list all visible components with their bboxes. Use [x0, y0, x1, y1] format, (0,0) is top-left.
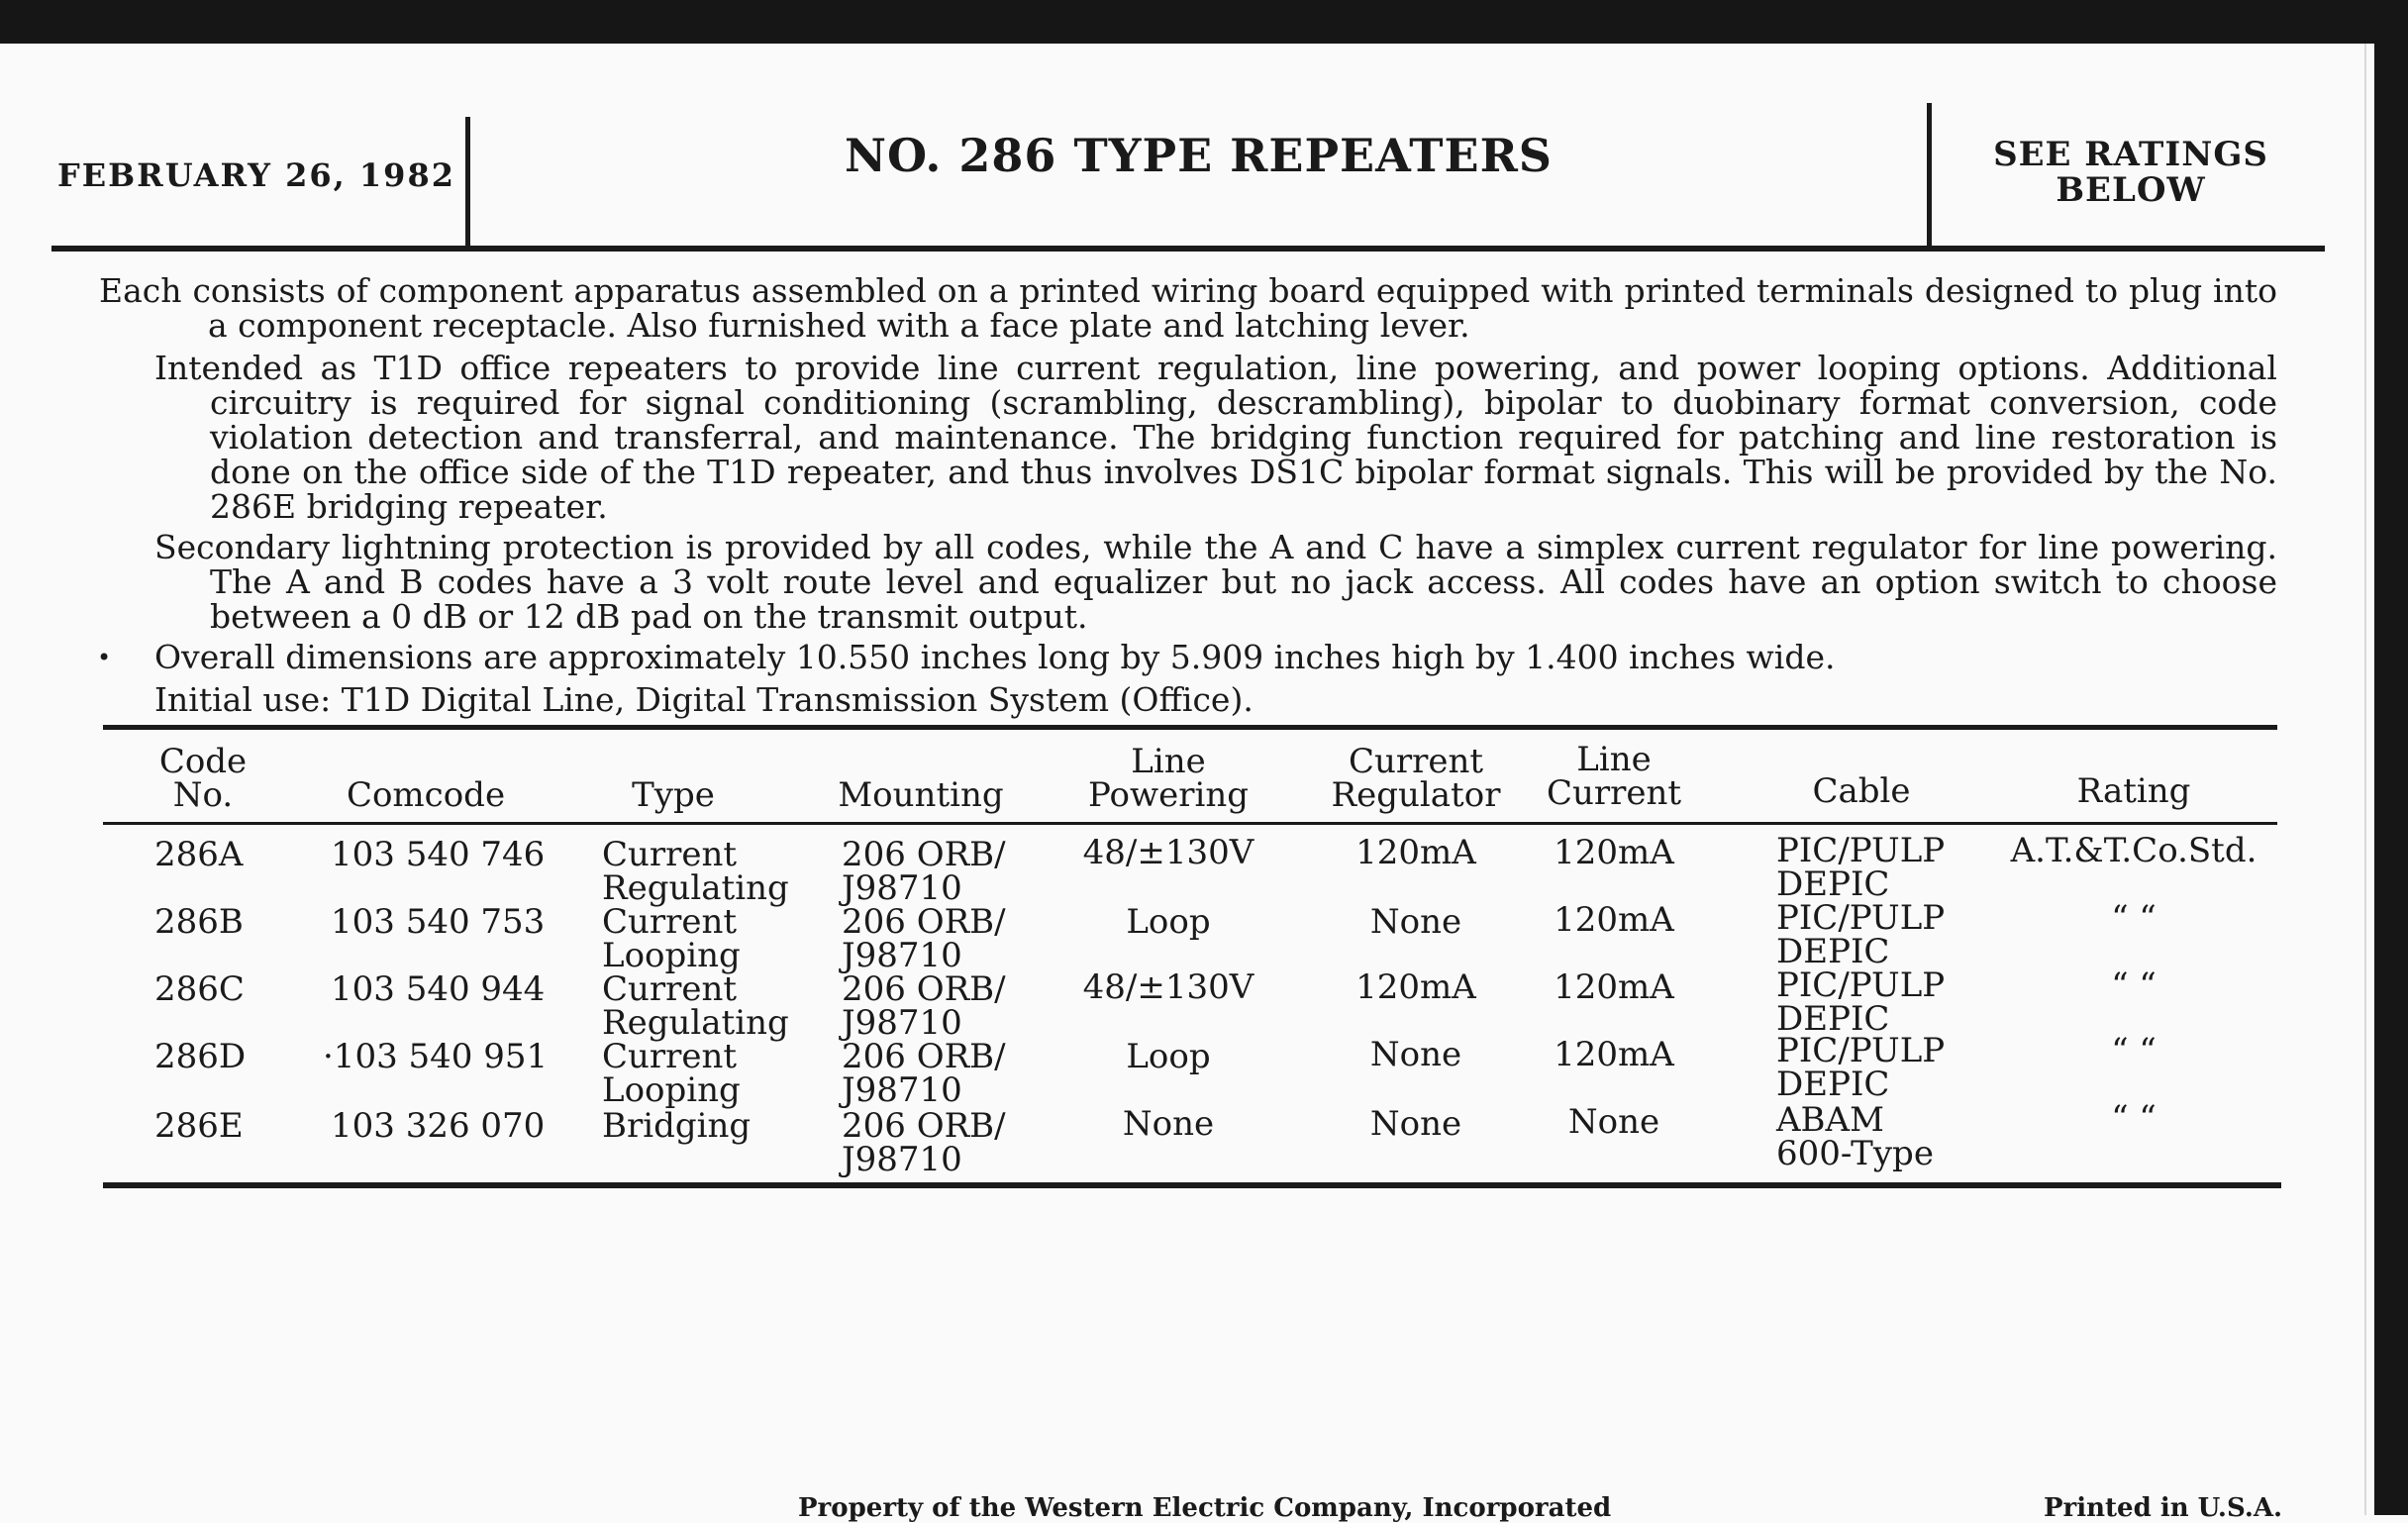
header-type: Type [632, 775, 715, 815]
cell-comcode: 103 540 944 [331, 969, 546, 1009]
cell-cable: ABAM 600-Type [1776, 1100, 1934, 1173]
header-mounting: Mounting [838, 775, 1004, 815]
cell-current-regulator: None [1369, 902, 1462, 942]
cell-current-regulator: None [1369, 1104, 1462, 1144]
cell-line-powering: Loop [1126, 1037, 1211, 1076]
ratings-note [1933, 137, 2329, 208]
cell-line-current: 120mA [1554, 967, 1674, 1007]
table-bottom-rule [103, 1182, 2281, 1188]
cell-line-powering: Loop [1126, 902, 1211, 942]
page-edge-line [2364, 44, 2366, 1515]
cell-current-regulator: 120mA [1355, 833, 1476, 872]
header-line-powering: Line Powering [1088, 742, 1249, 815]
cell-mounting: 206 ORB/ J98710 [842, 835, 1006, 908]
header-rating: Rating [2076, 771, 2191, 811]
footer-printed: Printed in U.S.A. [2044, 1493, 2283, 1523]
cell-current-regulator: 120mA [1355, 967, 1476, 1007]
cell-type: Current Regulating [602, 969, 789, 1043]
cell-rating: “ “ [2111, 965, 2157, 1005]
cell-line-current: 120mA [1554, 833, 1674, 872]
cell-mounting: 206 ORB/ J98710 [842, 902, 1006, 975]
table-header-rule [103, 822, 2277, 825]
cell-cable: PIC/PULP DEPIC [1776, 1031, 1946, 1104]
cell-code: 286C [154, 969, 245, 1009]
cell-line-current: None [1567, 1102, 1660, 1142]
footer-property: Property of the Western Electric Company, Incorporated [798, 1493, 1612, 1523]
cell-comcode: 103 540 746 [331, 835, 546, 874]
cell-mounting: 206 ORB/ J98710 [842, 969, 1006, 1043]
document-date: FEBRUARY 26, 1982 [57, 156, 455, 194]
cell-type: Bridging [602, 1106, 752, 1146]
cell-current-regulator: None [1369, 1035, 1462, 1074]
cell-line-powering: 48/±130V [1082, 967, 1254, 1007]
cell-type: Current Regulating [602, 835, 789, 908]
cell-line-powering: None [1122, 1104, 1215, 1144]
cell-code: 286B [154, 902, 244, 942]
cell-rating: A.T.&T.Co.Std. [2010, 831, 2258, 870]
cell-type: Current Looping [602, 1037, 741, 1110]
paragraph-intended-use: Intended as T1D office repeaters to provide line current regulation, line powering, and power looping options. Additional circuitry is required for signal conditioning (scrambling, descrambling), bipolar to duobinary format conversion, code violation detection and transferral, and maintenance. The bridging function required for patching and line restoration is done on the office side of the T1D repeater, and thus involves DS1C bipolar format signals. This will be provided by the No. 286E bridging repeater. [154, 349, 2277, 526]
cell-comcode: 103 540 753 [331, 902, 546, 942]
scan-right-border [2374, 0, 2408, 1515]
page-title: NO. 286 TYPE REPEATERS [844, 129, 1554, 182]
header-divider-right [1927, 103, 1932, 250]
header-current-regulator: Current Regulator [1331, 742, 1501, 815]
cell-code: 286A [154, 835, 244, 874]
cell-rating: “ “ [2111, 1098, 2157, 1138]
cell-line-current: 120mA [1554, 900, 1674, 940]
paragraph-dimensions: Overall dimensions are approximately 10.550 inches long by 5.909 inches high by 1.400 inches wide. [154, 638, 1836, 676]
header-cable: Cable [1812, 771, 1911, 811]
margin-mark: • [97, 644, 112, 671]
ratings-note-line1: SEE RATINGS [1993, 135, 2268, 174]
cell-cable: PIC/PULP DEPIC [1776, 965, 1946, 1039]
paragraph-construction: Each consists of component apparatus assembled on a printed wiring board equipped with printed terminals designed to plug into a component receptacle. Also furnished with a face plate and latching lever. [99, 271, 2277, 345]
cell-cable: PIC/PULP DEPIC [1776, 898, 1946, 971]
cell-comcode: ·103 540 951 [323, 1037, 549, 1076]
cell-code: 286E [154, 1106, 244, 1146]
ratings-note-line2: BELOW [2056, 170, 2206, 210]
cell-mounting: 206 ORB/ J98710 [842, 1106, 1006, 1179]
paragraph-protection: Secondary lightning protection is provided by all codes, while the A and C have a simplex current regulator for line powering. The A and B codes have a 3 volt route level and equalizer but no jack access. All codes have an option switch to choose between a 0 dB or 12 dB pad on the transmit output. [154, 528, 2277, 636]
cell-cable: PIC/PULP DEPIC [1776, 831, 1946, 904]
description [99, 273, 2277, 717]
cell-rating: “ “ [2111, 898, 2157, 938]
cell-line-powering: 48/±130V [1082, 833, 1254, 872]
cell-comcode: 103 326 070 [331, 1106, 546, 1146]
header-comcode: Comcode [346, 775, 506, 815]
scan-top-border [0, 0, 2408, 44]
cell-type: Current Looping [602, 902, 741, 975]
table-top-rule [103, 725, 2277, 730]
header-code-no: Code No. [158, 742, 248, 815]
cell-code: 286D [154, 1037, 247, 1076]
cell-line-current: 120mA [1554, 1035, 1674, 1074]
paragraph-initial-use: Initial use: T1D Digital Line, Digital Transmission System (Office). [154, 680, 1254, 719]
cell-rating: “ “ [2111, 1031, 2157, 1070]
cell-mounting: 206 ORB/ J98710 [842, 1037, 1006, 1110]
header-line-current: Line Current [1546, 740, 1682, 813]
header-rule [51, 246, 2325, 252]
